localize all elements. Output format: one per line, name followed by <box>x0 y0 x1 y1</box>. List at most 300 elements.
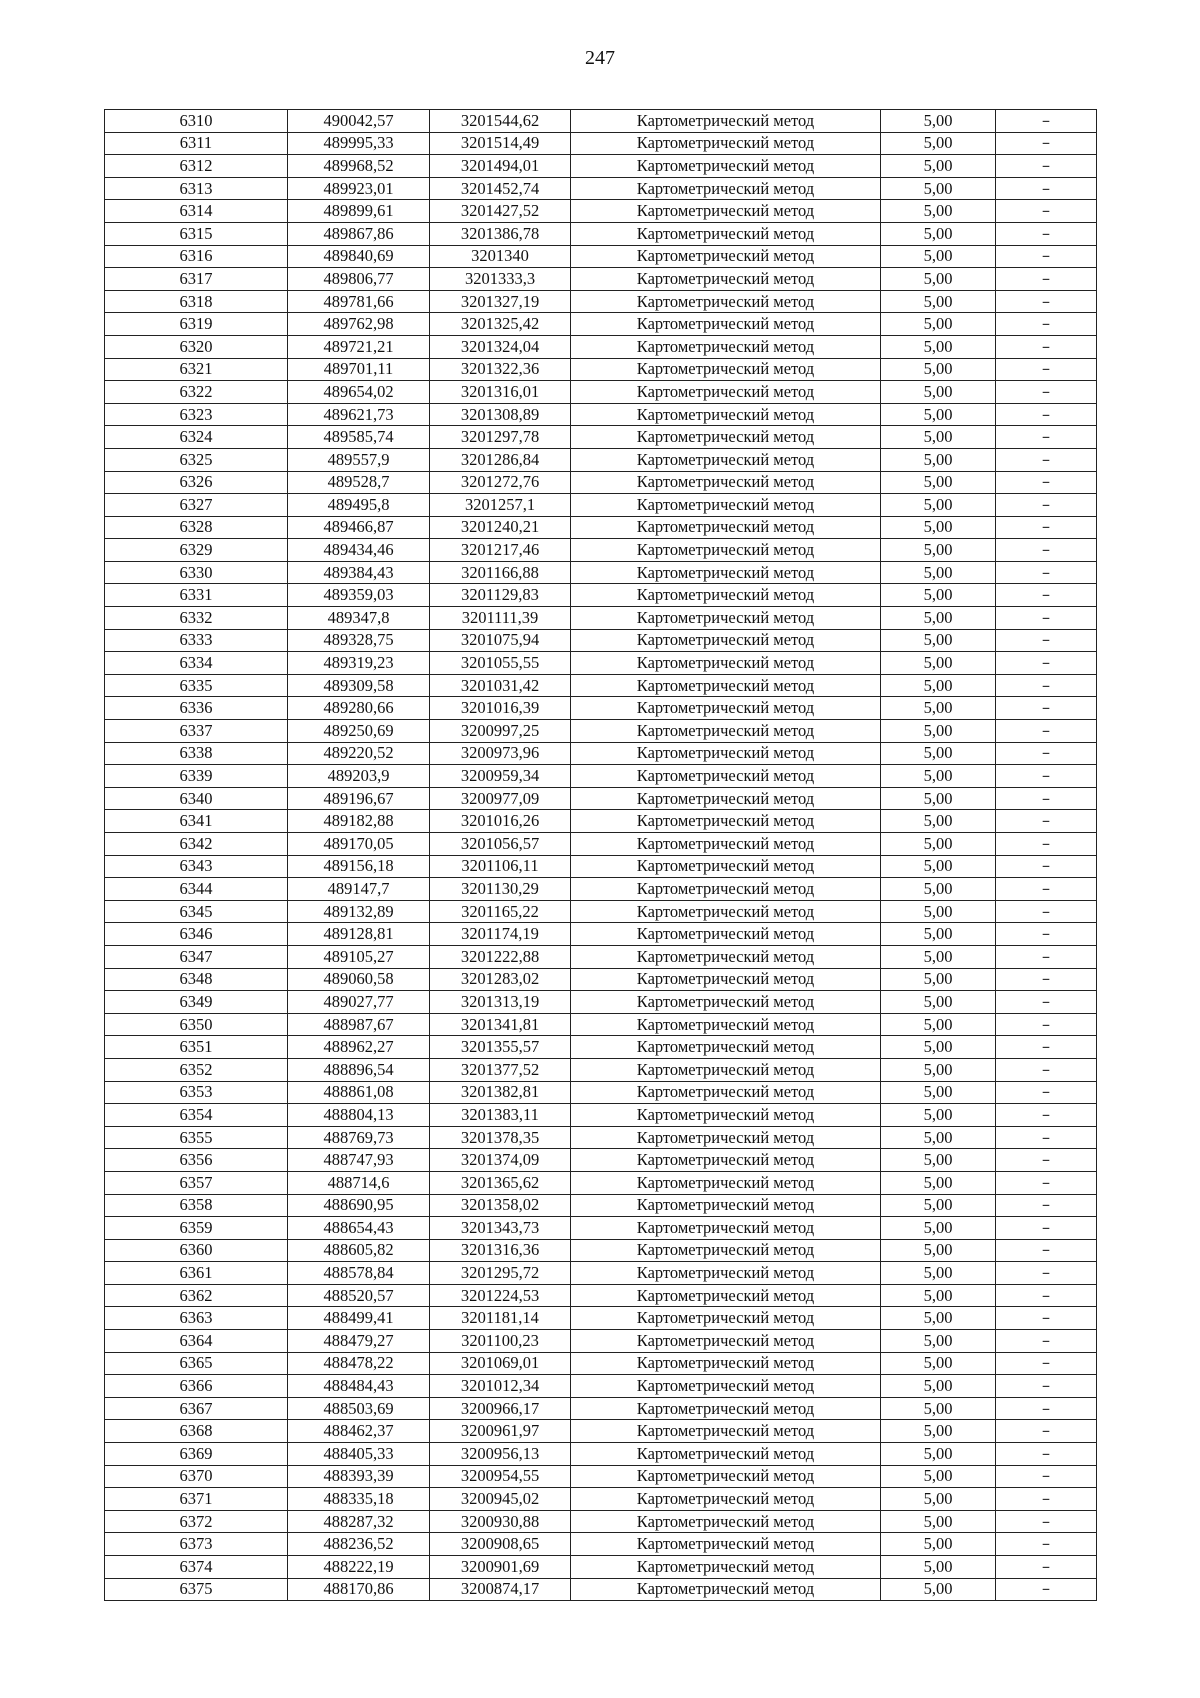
x-coordinate-cell: 489528,7 <box>288 471 430 494</box>
y-coordinate-cell: 3201257,1 <box>430 494 571 517</box>
point-number-cell: 6343 <box>105 855 288 878</box>
method-cell: Картометрический метод <box>571 787 881 810</box>
x-coordinate-cell: 489359,03 <box>288 584 430 607</box>
precision-cell: 5,00 <box>881 471 996 494</box>
table-row <box>105 1104 1097 1127</box>
table-row <box>105 403 1097 426</box>
precision-cell: 5,00 <box>881 1578 996 1601</box>
method-cell: Картометрический метод <box>571 923 881 946</box>
table-row <box>105 1171 1097 1194</box>
x-coordinate-cell: 489621,73 <box>288 403 430 426</box>
method-cell: Картометрический метод <box>571 652 881 675</box>
point-number-cell: 6341 <box>105 810 288 833</box>
point-number-cell: 6358 <box>105 1194 288 1217</box>
precision-cell: 5,00 <box>881 833 996 856</box>
table-row <box>105 833 1097 856</box>
point-number-cell: 6328 <box>105 516 288 539</box>
y-coordinate-cell: 3201325,42 <box>430 313 571 336</box>
precision-cell: 5,00 <box>881 1488 996 1511</box>
x-coordinate-cell: 489027,77 <box>288 991 430 1014</box>
precision-cell: 5,00 <box>881 200 996 223</box>
point-number-cell: 6352 <box>105 1058 288 1081</box>
table-row <box>105 968 1097 991</box>
method-cell: Картометрический метод <box>571 245 881 268</box>
point-number-cell: 6359 <box>105 1217 288 1240</box>
point-number-cell: 6361 <box>105 1262 288 1285</box>
y-coordinate-cell: 3201341,81 <box>430 1013 571 1036</box>
y-coordinate-cell: 3201378,35 <box>430 1126 571 1149</box>
method-cell: Картометрический метод <box>571 742 881 765</box>
x-coordinate-cell: 488484,43 <box>288 1375 430 1398</box>
x-coordinate-cell: 488578,84 <box>288 1262 430 1285</box>
y-coordinate-cell: 3201297,78 <box>430 426 571 449</box>
table-row <box>105 200 1097 223</box>
table-row <box>105 991 1097 1014</box>
method-cell: Картометрический метод <box>571 584 881 607</box>
x-coordinate-cell: 488747,93 <box>288 1149 430 1172</box>
table-row <box>105 494 1097 517</box>
point-number-cell: 6318 <box>105 290 288 313</box>
y-coordinate-cell: 3200977,09 <box>430 787 571 810</box>
x-coordinate-cell: 489995,33 <box>288 132 430 155</box>
method-cell: Картометрический метод <box>571 516 881 539</box>
method-cell: Картометрический метод <box>571 1533 881 1556</box>
x-coordinate-cell: 488987,67 <box>288 1013 430 1036</box>
table-row <box>105 697 1097 720</box>
method-cell: Картометрический метод <box>571 132 881 155</box>
x-coordinate-cell: 489060,58 <box>288 968 430 991</box>
method-cell: Картометрический метод <box>571 1330 881 1353</box>
dash-cell: – <box>996 1171 1097 1194</box>
point-number-cell: 6321 <box>105 358 288 381</box>
x-coordinate-cell: 488654,43 <box>288 1217 430 1240</box>
precision-cell: 5,00 <box>881 1556 996 1579</box>
point-number-cell: 6355 <box>105 1126 288 1149</box>
table-row <box>105 1149 1097 1172</box>
y-coordinate-cell: 3200908,65 <box>430 1533 571 1556</box>
x-coordinate-cell: 489220,52 <box>288 742 430 765</box>
precision-cell: 5,00 <box>881 1397 996 1420</box>
x-coordinate-cell: 489434,46 <box>288 539 430 562</box>
method-cell: Картометрический метод <box>571 991 881 1014</box>
table-row <box>105 155 1097 178</box>
method-cell: Картометрический метод <box>571 1104 881 1127</box>
x-coordinate-cell: 489156,18 <box>288 855 430 878</box>
y-coordinate-cell: 3201016,39 <box>430 697 571 720</box>
y-coordinate-cell: 3201333,3 <box>430 268 571 291</box>
method-cell: Картометрический метод <box>571 1420 881 1443</box>
precision-cell: 5,00 <box>881 1081 996 1104</box>
table-row <box>105 1397 1097 1420</box>
method-cell: Картометрический метод <box>571 720 881 743</box>
dash-cell: – <box>996 245 1097 268</box>
x-coordinate-cell: 489170,05 <box>288 833 430 856</box>
precision-cell: 5,00 <box>881 945 996 968</box>
table-row <box>105 1352 1097 1375</box>
point-number-cell: 6370 <box>105 1465 288 1488</box>
precision-cell: 5,00 <box>881 539 996 562</box>
point-number-cell: 6357 <box>105 1171 288 1194</box>
y-coordinate-cell: 3200966,17 <box>430 1397 571 1420</box>
method-cell: Картометрический метод <box>571 900 881 923</box>
y-coordinate-cell: 3201316,01 <box>430 381 571 404</box>
table-row <box>105 313 1097 336</box>
precision-cell: 5,00 <box>881 742 996 765</box>
dash-cell: – <box>996 1397 1097 1420</box>
table-row <box>105 1307 1097 1330</box>
table-row <box>105 222 1097 245</box>
precision-cell: 5,00 <box>881 1104 996 1127</box>
table-row <box>105 381 1097 404</box>
method-cell: Картометрический метод <box>571 1397 881 1420</box>
coordinates-table-body <box>105 110 1097 1601</box>
dash-cell: – <box>996 358 1097 381</box>
precision-cell: 5,00 <box>881 1058 996 1081</box>
table-row <box>105 1488 1097 1511</box>
table-row <box>105 539 1097 562</box>
precision-cell: 5,00 <box>881 923 996 946</box>
dash-cell: – <box>996 290 1097 313</box>
dash-cell: – <box>996 697 1097 720</box>
dash-cell: – <box>996 381 1097 404</box>
dash-cell: – <box>996 1194 1097 1217</box>
point-number-cell: 6333 <box>105 629 288 652</box>
y-coordinate-cell: 3200874,17 <box>430 1578 571 1601</box>
method-cell: Картометрический метод <box>571 833 881 856</box>
x-coordinate-cell: 489557,9 <box>288 448 430 471</box>
point-number-cell: 6345 <box>105 900 288 923</box>
table-row <box>105 1081 1097 1104</box>
precision-cell: 5,00 <box>881 1533 996 1556</box>
table-row <box>105 652 1097 675</box>
dash-cell: – <box>996 110 1097 133</box>
point-number-cell: 6353 <box>105 1081 288 1104</box>
x-coordinate-cell: 488714,6 <box>288 1171 430 1194</box>
point-number-cell: 6337 <box>105 720 288 743</box>
point-number-cell: 6322 <box>105 381 288 404</box>
y-coordinate-cell: 3201374,09 <box>430 1149 571 1172</box>
dash-cell: – <box>996 561 1097 584</box>
point-number-cell: 6326 <box>105 471 288 494</box>
y-coordinate-cell: 3201322,36 <box>430 358 571 381</box>
precision-cell: 5,00 <box>881 1013 996 1036</box>
point-number-cell: 6320 <box>105 335 288 358</box>
table-row <box>105 561 1097 584</box>
y-coordinate-cell: 3201130,29 <box>430 878 571 901</box>
method-cell: Картометрический метод <box>571 1126 881 1149</box>
y-coordinate-cell: 3201222,88 <box>430 945 571 968</box>
dash-cell: – <box>996 1307 1097 1330</box>
table-row <box>105 1036 1097 1059</box>
point-number-cell: 6344 <box>105 878 288 901</box>
x-coordinate-cell: 489347,8 <box>288 607 430 630</box>
table-row <box>105 335 1097 358</box>
method-cell: Картометрический метод <box>571 1217 881 1240</box>
dash-cell: – <box>996 878 1097 901</box>
point-number-cell: 6372 <box>105 1510 288 1533</box>
y-coordinate-cell: 3201308,89 <box>430 403 571 426</box>
y-coordinate-cell: 3201452,74 <box>430 177 571 200</box>
precision-cell: 5,00 <box>881 381 996 404</box>
x-coordinate-cell: 488690,95 <box>288 1194 430 1217</box>
point-number-cell: 6325 <box>105 448 288 471</box>
table-row <box>105 855 1097 878</box>
point-number-cell: 6338 <box>105 742 288 765</box>
method-cell: Картометрический метод <box>571 561 881 584</box>
method-cell: Картометрический метод <box>571 110 881 133</box>
y-coordinate-cell: 3200901,69 <box>430 1556 571 1579</box>
precision-cell: 5,00 <box>881 810 996 833</box>
x-coordinate-cell: 489968,52 <box>288 155 430 178</box>
precision-cell: 5,00 <box>881 720 996 743</box>
method-cell: Картометрический метод <box>571 1510 881 1533</box>
method-cell: Картометрический метод <box>571 1443 881 1466</box>
precision-cell: 5,00 <box>881 968 996 991</box>
x-coordinate-cell: 489105,27 <box>288 945 430 968</box>
y-coordinate-cell: 3201272,76 <box>430 471 571 494</box>
y-coordinate-cell: 3201100,23 <box>430 1330 571 1353</box>
y-coordinate-cell: 3201386,78 <box>430 222 571 245</box>
dash-cell: – <box>996 1262 1097 1285</box>
dash-cell: – <box>996 1578 1097 1601</box>
dash-cell: – <box>996 629 1097 652</box>
method-cell: Картометрический метод <box>571 810 881 833</box>
precision-cell: 5,00 <box>881 1465 996 1488</box>
precision-cell: 5,00 <box>881 1330 996 1353</box>
y-coordinate-cell: 3201106,11 <box>430 855 571 878</box>
table-row <box>105 1126 1097 1149</box>
table-row <box>105 1194 1097 1217</box>
precision-cell: 5,00 <box>881 313 996 336</box>
precision-cell: 5,00 <box>881 155 996 178</box>
y-coordinate-cell: 3201240,21 <box>430 516 571 539</box>
table-row <box>105 923 1097 946</box>
method-cell: Картометрический метод <box>571 1262 881 1285</box>
point-number-cell: 6319 <box>105 313 288 336</box>
method-cell: Картометрический метод <box>571 1375 881 1398</box>
table-row <box>105 358 1097 381</box>
dash-cell: – <box>996 945 1097 968</box>
y-coordinate-cell: 3201494,01 <box>430 155 571 178</box>
dash-cell: – <box>996 403 1097 426</box>
x-coordinate-cell: 488462,37 <box>288 1420 430 1443</box>
precision-cell: 5,00 <box>881 245 996 268</box>
table-row <box>105 765 1097 788</box>
x-coordinate-cell: 488503,69 <box>288 1397 430 1420</box>
precision-cell: 5,00 <box>881 1375 996 1398</box>
precision-cell: 5,00 <box>881 900 996 923</box>
method-cell: Картометрический метод <box>571 674 881 697</box>
table-row <box>105 1375 1097 1398</box>
precision-cell: 5,00 <box>881 697 996 720</box>
table-row <box>105 132 1097 155</box>
x-coordinate-cell: 488222,19 <box>288 1556 430 1579</box>
dash-cell: – <box>996 674 1097 697</box>
precision-cell: 5,00 <box>881 177 996 200</box>
table-row <box>105 1058 1097 1081</box>
y-coordinate-cell: 3200956,13 <box>430 1443 571 1466</box>
table-row <box>105 1330 1097 1353</box>
method-cell: Картометрический метод <box>571 1578 881 1601</box>
dash-cell: – <box>996 539 1097 562</box>
y-coordinate-cell: 3201217,46 <box>430 539 571 562</box>
method-cell: Картометрический метод <box>571 268 881 291</box>
precision-cell: 5,00 <box>881 787 996 810</box>
dash-cell: – <box>996 1465 1097 1488</box>
table-row <box>105 1239 1097 1262</box>
x-coordinate-cell: 489762,98 <box>288 313 430 336</box>
dash-cell: – <box>996 968 1097 991</box>
precision-cell: 5,00 <box>881 1036 996 1059</box>
point-number-cell: 6365 <box>105 1352 288 1375</box>
dash-cell: – <box>996 900 1097 923</box>
dash-cell: – <box>996 765 1097 788</box>
precision-cell: 5,00 <box>881 584 996 607</box>
x-coordinate-cell: 488393,39 <box>288 1465 430 1488</box>
method-cell: Картометрический метод <box>571 1058 881 1081</box>
dash-cell: – <box>996 1239 1097 1262</box>
x-coordinate-cell: 488804,13 <box>288 1104 430 1127</box>
dash-cell: – <box>996 200 1097 223</box>
y-coordinate-cell: 3201382,81 <box>430 1081 571 1104</box>
dash-cell: – <box>996 132 1097 155</box>
table-row <box>105 720 1097 743</box>
table-row <box>105 471 1097 494</box>
point-number-cell: 6342 <box>105 833 288 856</box>
y-coordinate-cell: 3200997,25 <box>430 720 571 743</box>
method-cell: Картометрический метод <box>571 290 881 313</box>
method-cell: Картометрический метод <box>571 855 881 878</box>
method-cell: Картометрический метод <box>571 448 881 471</box>
y-coordinate-cell: 3201166,88 <box>430 561 571 584</box>
point-number-cell: 6332 <box>105 607 288 630</box>
point-number-cell: 6330 <box>105 561 288 584</box>
point-number-cell: 6346 <box>105 923 288 946</box>
x-coordinate-cell: 488236,52 <box>288 1533 430 1556</box>
y-coordinate-cell: 3201283,02 <box>430 968 571 991</box>
dash-cell: – <box>996 833 1097 856</box>
method-cell: Картометрический метод <box>571 358 881 381</box>
method-cell: Картометрический метод <box>571 1488 881 1511</box>
method-cell: Картометрический метод <box>571 381 881 404</box>
precision-cell: 5,00 <box>881 1284 996 1307</box>
method-cell: Картометрический метод <box>571 494 881 517</box>
y-coordinate-cell: 3201313,19 <box>430 991 571 1014</box>
x-coordinate-cell: 489781,66 <box>288 290 430 313</box>
precision-cell: 5,00 <box>881 1171 996 1194</box>
dash-cell: – <box>996 1126 1097 1149</box>
dash-cell: – <box>996 1556 1097 1579</box>
y-coordinate-cell: 3200930,88 <box>430 1510 571 1533</box>
precision-cell: 5,00 <box>881 1262 996 1285</box>
method-cell: Картометрический метод <box>571 1081 881 1104</box>
point-number-cell: 6323 <box>105 403 288 426</box>
method-cell: Картометрический метод <box>571 155 881 178</box>
dash-cell: – <box>996 177 1097 200</box>
point-number-cell: 6354 <box>105 1104 288 1127</box>
point-number-cell: 6317 <box>105 268 288 291</box>
point-number-cell: 6371 <box>105 1488 288 1511</box>
x-coordinate-cell: 489923,01 <box>288 177 430 200</box>
table-row <box>105 787 1097 810</box>
dash-cell: – <box>996 991 1097 1014</box>
table-row <box>105 268 1097 291</box>
x-coordinate-cell: 489182,88 <box>288 810 430 833</box>
method-cell: Картометрический метод <box>571 945 881 968</box>
dash-cell: – <box>996 720 1097 743</box>
x-coordinate-cell: 489280,66 <box>288 697 430 720</box>
method-cell: Картометрический метод <box>571 765 881 788</box>
point-number-cell: 6336 <box>105 697 288 720</box>
y-coordinate-cell: 3201056,57 <box>430 833 571 856</box>
y-coordinate-cell: 3201340 <box>430 245 571 268</box>
x-coordinate-cell: 489309,58 <box>288 674 430 697</box>
point-number-cell: 6312 <box>105 155 288 178</box>
method-cell: Картометрический метод <box>571 629 881 652</box>
dash-cell: – <box>996 584 1097 607</box>
point-number-cell: 6364 <box>105 1330 288 1353</box>
x-coordinate-cell: 489585,74 <box>288 426 430 449</box>
dash-cell: – <box>996 1420 1097 1443</box>
precision-cell: 5,00 <box>881 652 996 675</box>
method-cell: Картометрический метод <box>571 426 881 449</box>
method-cell: Картометрический метод <box>571 200 881 223</box>
method-cell: Картометрический метод <box>571 1239 881 1262</box>
y-coordinate-cell: 3201111,39 <box>430 607 571 630</box>
precision-cell: 5,00 <box>881 426 996 449</box>
precision-cell: 5,00 <box>881 674 996 697</box>
dash-cell: – <box>996 1443 1097 1466</box>
point-number-cell: 6327 <box>105 494 288 517</box>
precision-cell: 5,00 <box>881 1443 996 1466</box>
table-row <box>105 629 1097 652</box>
x-coordinate-cell: 489867,86 <box>288 222 430 245</box>
dash-cell: – <box>996 1375 1097 1398</box>
y-coordinate-cell: 3201016,26 <box>430 810 571 833</box>
y-coordinate-cell: 3200959,34 <box>430 765 571 788</box>
method-cell: Картометрический метод <box>571 335 881 358</box>
precision-cell: 5,00 <box>881 1126 996 1149</box>
dash-cell: – <box>996 471 1097 494</box>
table-row <box>105 674 1097 697</box>
coordinates-table <box>104 109 1097 1601</box>
point-number-cell: 6368 <box>105 1420 288 1443</box>
point-number-cell: 6339 <box>105 765 288 788</box>
table-row <box>105 900 1097 923</box>
method-cell: Картометрический метод <box>571 1013 881 1036</box>
dash-cell: – <box>996 1081 1097 1104</box>
point-number-cell: 6349 <box>105 991 288 1014</box>
x-coordinate-cell: 489701,11 <box>288 358 430 381</box>
table-row <box>105 245 1097 268</box>
precision-cell: 5,00 <box>881 607 996 630</box>
y-coordinate-cell: 3200973,96 <box>430 742 571 765</box>
precision-cell: 5,00 <box>881 335 996 358</box>
x-coordinate-cell: 489196,67 <box>288 787 430 810</box>
method-cell: Картометрический метод <box>571 539 881 562</box>
point-number-cell: 6351 <box>105 1036 288 1059</box>
precision-cell: 5,00 <box>881 765 996 788</box>
method-cell: Картометрический метод <box>571 1171 881 1194</box>
precision-cell: 5,00 <box>881 1352 996 1375</box>
dash-cell: – <box>996 494 1097 517</box>
table-row <box>105 426 1097 449</box>
point-number-cell: 6324 <box>105 426 288 449</box>
precision-cell: 5,00 <box>881 1307 996 1330</box>
point-number-cell: 6350 <box>105 1013 288 1036</box>
dash-cell: – <box>996 1488 1097 1511</box>
precision-cell: 5,00 <box>881 1510 996 1533</box>
